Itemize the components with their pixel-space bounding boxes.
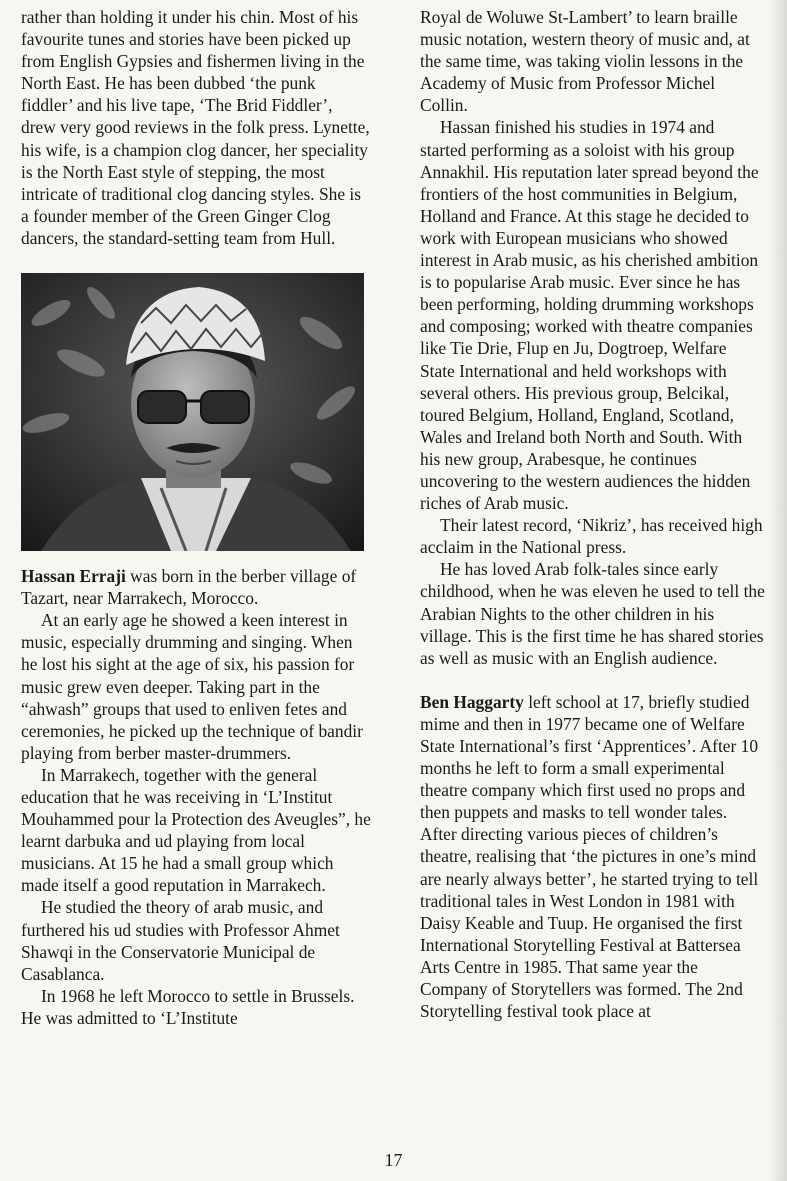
page-number: 17 xyxy=(384,1150,403,1170)
paragraph: He studied the theory of arab music, and furthered his ud studies with Professor Ahmet Shawqi in the Conservatorie Municipal de Casablanca. xyxy=(21,897,340,984)
page-edge-shadow xyxy=(769,0,787,1181)
paragraph: He has loved Arab folk-tales since early childhood, when he was eleven he used to tell the Arabian Nights to the other children in his village. This is the first time he has shared stories as well as music with an English audience. xyxy=(420,559,765,668)
left-column xyxy=(21,6,371,1029)
right-column xyxy=(420,6,765,1022)
paragraph: At an early age he showed a keen interest in music, especially drumming and singing. When he lost his sight at the age of six, his passion for music grew even deeper. Taking part in the “ahwash” groups that used to enliven fetes and ceremonies, he picked up the technique of bandir playing from berber master-drummers. xyxy=(21,610,363,763)
paragraph: In Marrakech, together with the general education that he was receiving in ‘L’Institut Mouhammed pour la Protection des Aveugles”, he learnt darbuka and ud playing from local musicians. At 15 he had a small group which made itself a good reputation in Marrakech. xyxy=(21,764,371,896)
bio-ben-haggarty: Ben Haggarty left school at 17, briefly studied mime and then in 1977 became one of Welfare State International’s first ‘Apprentices’. After 10 months he left to form a small experimental theatre company which first used no props and then puppets and masks to tell wonder tales. After directing various pieces of children’s theatre, realising that ‘the pictures in one’s mind are nearly always better’, he started trying to tell traditional tales in West London in 1981 with Daisy Keable and Tuup. He organised the first International Storytelling Festival at Battersea Arts Centre in 1985. That same year the Company of Storytellers was formed. The 2nd Storytelling festival took place at xyxy=(420,691,759,1022)
bio-name-hassan: Hassan Erraji xyxy=(21,566,126,587)
bio-name-ben: Ben Haggarty xyxy=(420,691,524,712)
paragraph: Their latest record, ‘Nikriz’, has received high acclaim in the National press. xyxy=(420,515,763,558)
portrait-photo xyxy=(21,273,364,551)
portrait-image xyxy=(21,273,364,551)
continuation-paragraph: Royal de Woluwe St-Lambert’ to learn braille music notation, western theory of music and, at the same time, was taking violin lessons in the Academy of Music from Professor Michel Collin. xyxy=(420,7,750,116)
paragraph: In 1968 he left Morocco to settle in Brussels. He was admitted to ‘L’Institute xyxy=(21,985,355,1028)
paragraph: Hassan finished his studies in 1974 and started performing as a soloist with his group Annakhil. His reputation later spread beyond the frontiers of the host communities in Belgium, Holland and France. At this stage he decided to work with European musicians who showed interest in Arab music, as his cherished ambition is to popularise Arab music. Ever since he has been performing, holding drumming workshops and composing; worked with theatre companies like Tie Drie, Flup en Ju, Dogtroep, Welfare State International and held workshops with several others. His previous group, Belcikal, toured Belgium, Holland, England, Scotland, Wales and Ireland both North and South. With his new group, Arabesque, he continues uncovering to the western audiences the hidden riches of Arab music. xyxy=(420,117,759,514)
bio-hassan-intro: Hassan Erraji was born in the berber village of Tazart, near Marrakech, Morocco. xyxy=(21,566,357,609)
intro-paragraph: rather than holding it under his chin. Most of his favourite tunes and stories have been picked up from English Gypsies and fishermen living in the North East. He has been dubbed ‘the punk fiddler’ and his live tape, ‘The Brid Fiddler’, drew very good reviews in the folk press. Lynette, his wife, is a champion clog dancer, her speciality is the North East style of stepping, the most intricate of traditional clog dancing styles. She is a founder member of the Green Ginger Clog dancers, the standard-setting team from Hull. xyxy=(21,7,370,248)
